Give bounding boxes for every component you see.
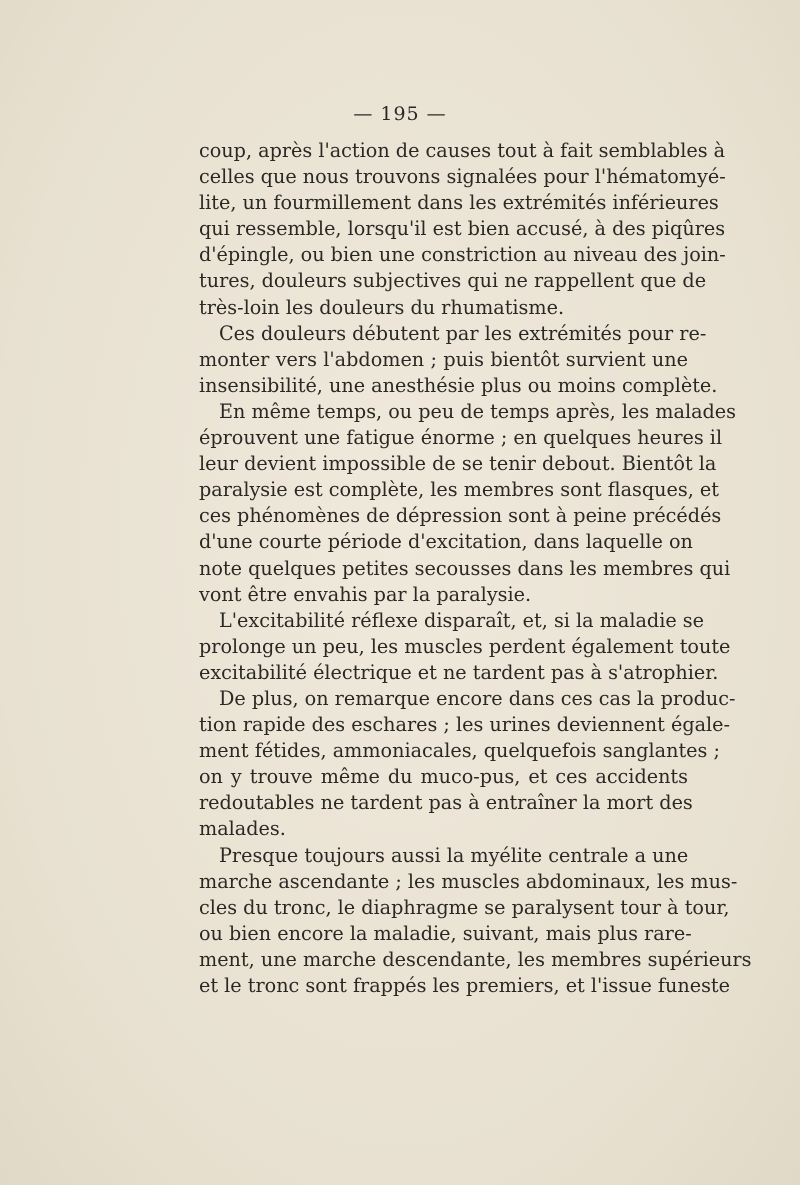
text-line: prolonge un peu, les muscles perdent également toute — [199, 634, 731, 658]
text-line: cles du tronc, le diaphragme se paralysent tour à tour, — [199, 895, 730, 919]
text-line: tures, douleurs subjectives qui ne rappellent que de — [199, 269, 707, 293]
text-line: L'excitabilité réflexe disparaît, et, si la maladie se — [219, 608, 704, 632]
text-line: De plus, on remarque encore dans ces cas la produc- — [219, 686, 736, 710]
text-line: Presque toujours aussi la myélite centrale a une — [219, 843, 689, 867]
text-line: ment, une marche descendante, les membres supérieurs — [199, 947, 752, 971]
text-line: on y trouve même du muco-pus, et ces accidents — [199, 765, 688, 789]
body-text — [199, 138, 752, 999]
text-line: éprouvent une fatigue énorme ; en quelques heures il — [199, 426, 723, 450]
text-line: monter vers l'abdomen ; puis bientôt survient une — [199, 347, 688, 371]
page-number: — 195 — — [353, 103, 447, 125]
text-line: celles que nous trouvons signalées pour l'hématomyé- — [199, 165, 726, 189]
text-line: ment fétides, ammoniacales, quelquefois sanglantes ; — [199, 739, 720, 763]
text-line: ces phénomènes de dépression sont à peine précédés — [199, 504, 722, 528]
text-line: d'épingle, ou bien une constriction au niveau des join- — [199, 243, 726, 267]
text-line: très-loin les douleurs du rhumatisme. — [199, 295, 565, 319]
text-line: excitabilité électrique et ne tardent pas à s'atrophier. — [199, 660, 719, 684]
text-line: vont être envahis par la paralysie. — [199, 582, 532, 606]
text-line: et le tronc sont frappés les premiers, et l'issue funeste — [199, 974, 730, 997]
text-line: marche ascendante ; les muscles abdominaux, les mus- — [199, 869, 738, 893]
text-line: qui ressemble, lorsqu'il est bien accusé, à des piqûres — [199, 217, 726, 241]
text-line: note quelques petites secousses dans les membres qui — [199, 556, 731, 580]
text-line: redoutables ne tardent pas à entraîner la mort des — [199, 791, 693, 815]
text-line: coup, après l'action de causes tout à fait semblables à — [199, 139, 726, 162]
text-line: malades. — [199, 817, 286, 841]
text-line: Ces douleurs débutent par les extrémités pour re- — [219, 321, 707, 345]
text-line: paralysie est complète, les membres sont flasques, et — [199, 478, 719, 502]
text-line: insensibilité, une anesthésie plus ou moins complète. — [199, 373, 718, 397]
text-line: leur devient impossible de se tenir debout. Bientôt la — [199, 452, 717, 476]
text-line: En même temps, ou peu de temps après, les malades — [219, 399, 737, 423]
text-line: tion rapide des eschares ; les urines deviennent égale- — [199, 713, 731, 737]
text-line: lite, un fourmillement dans les extrémités inférieures — [199, 191, 719, 215]
text-line: d'une courte période d'excitation, dans laquelle on — [199, 530, 693, 554]
text-line: ou bien encore la maladie, suivant, mais plus rare- — [199, 921, 692, 945]
